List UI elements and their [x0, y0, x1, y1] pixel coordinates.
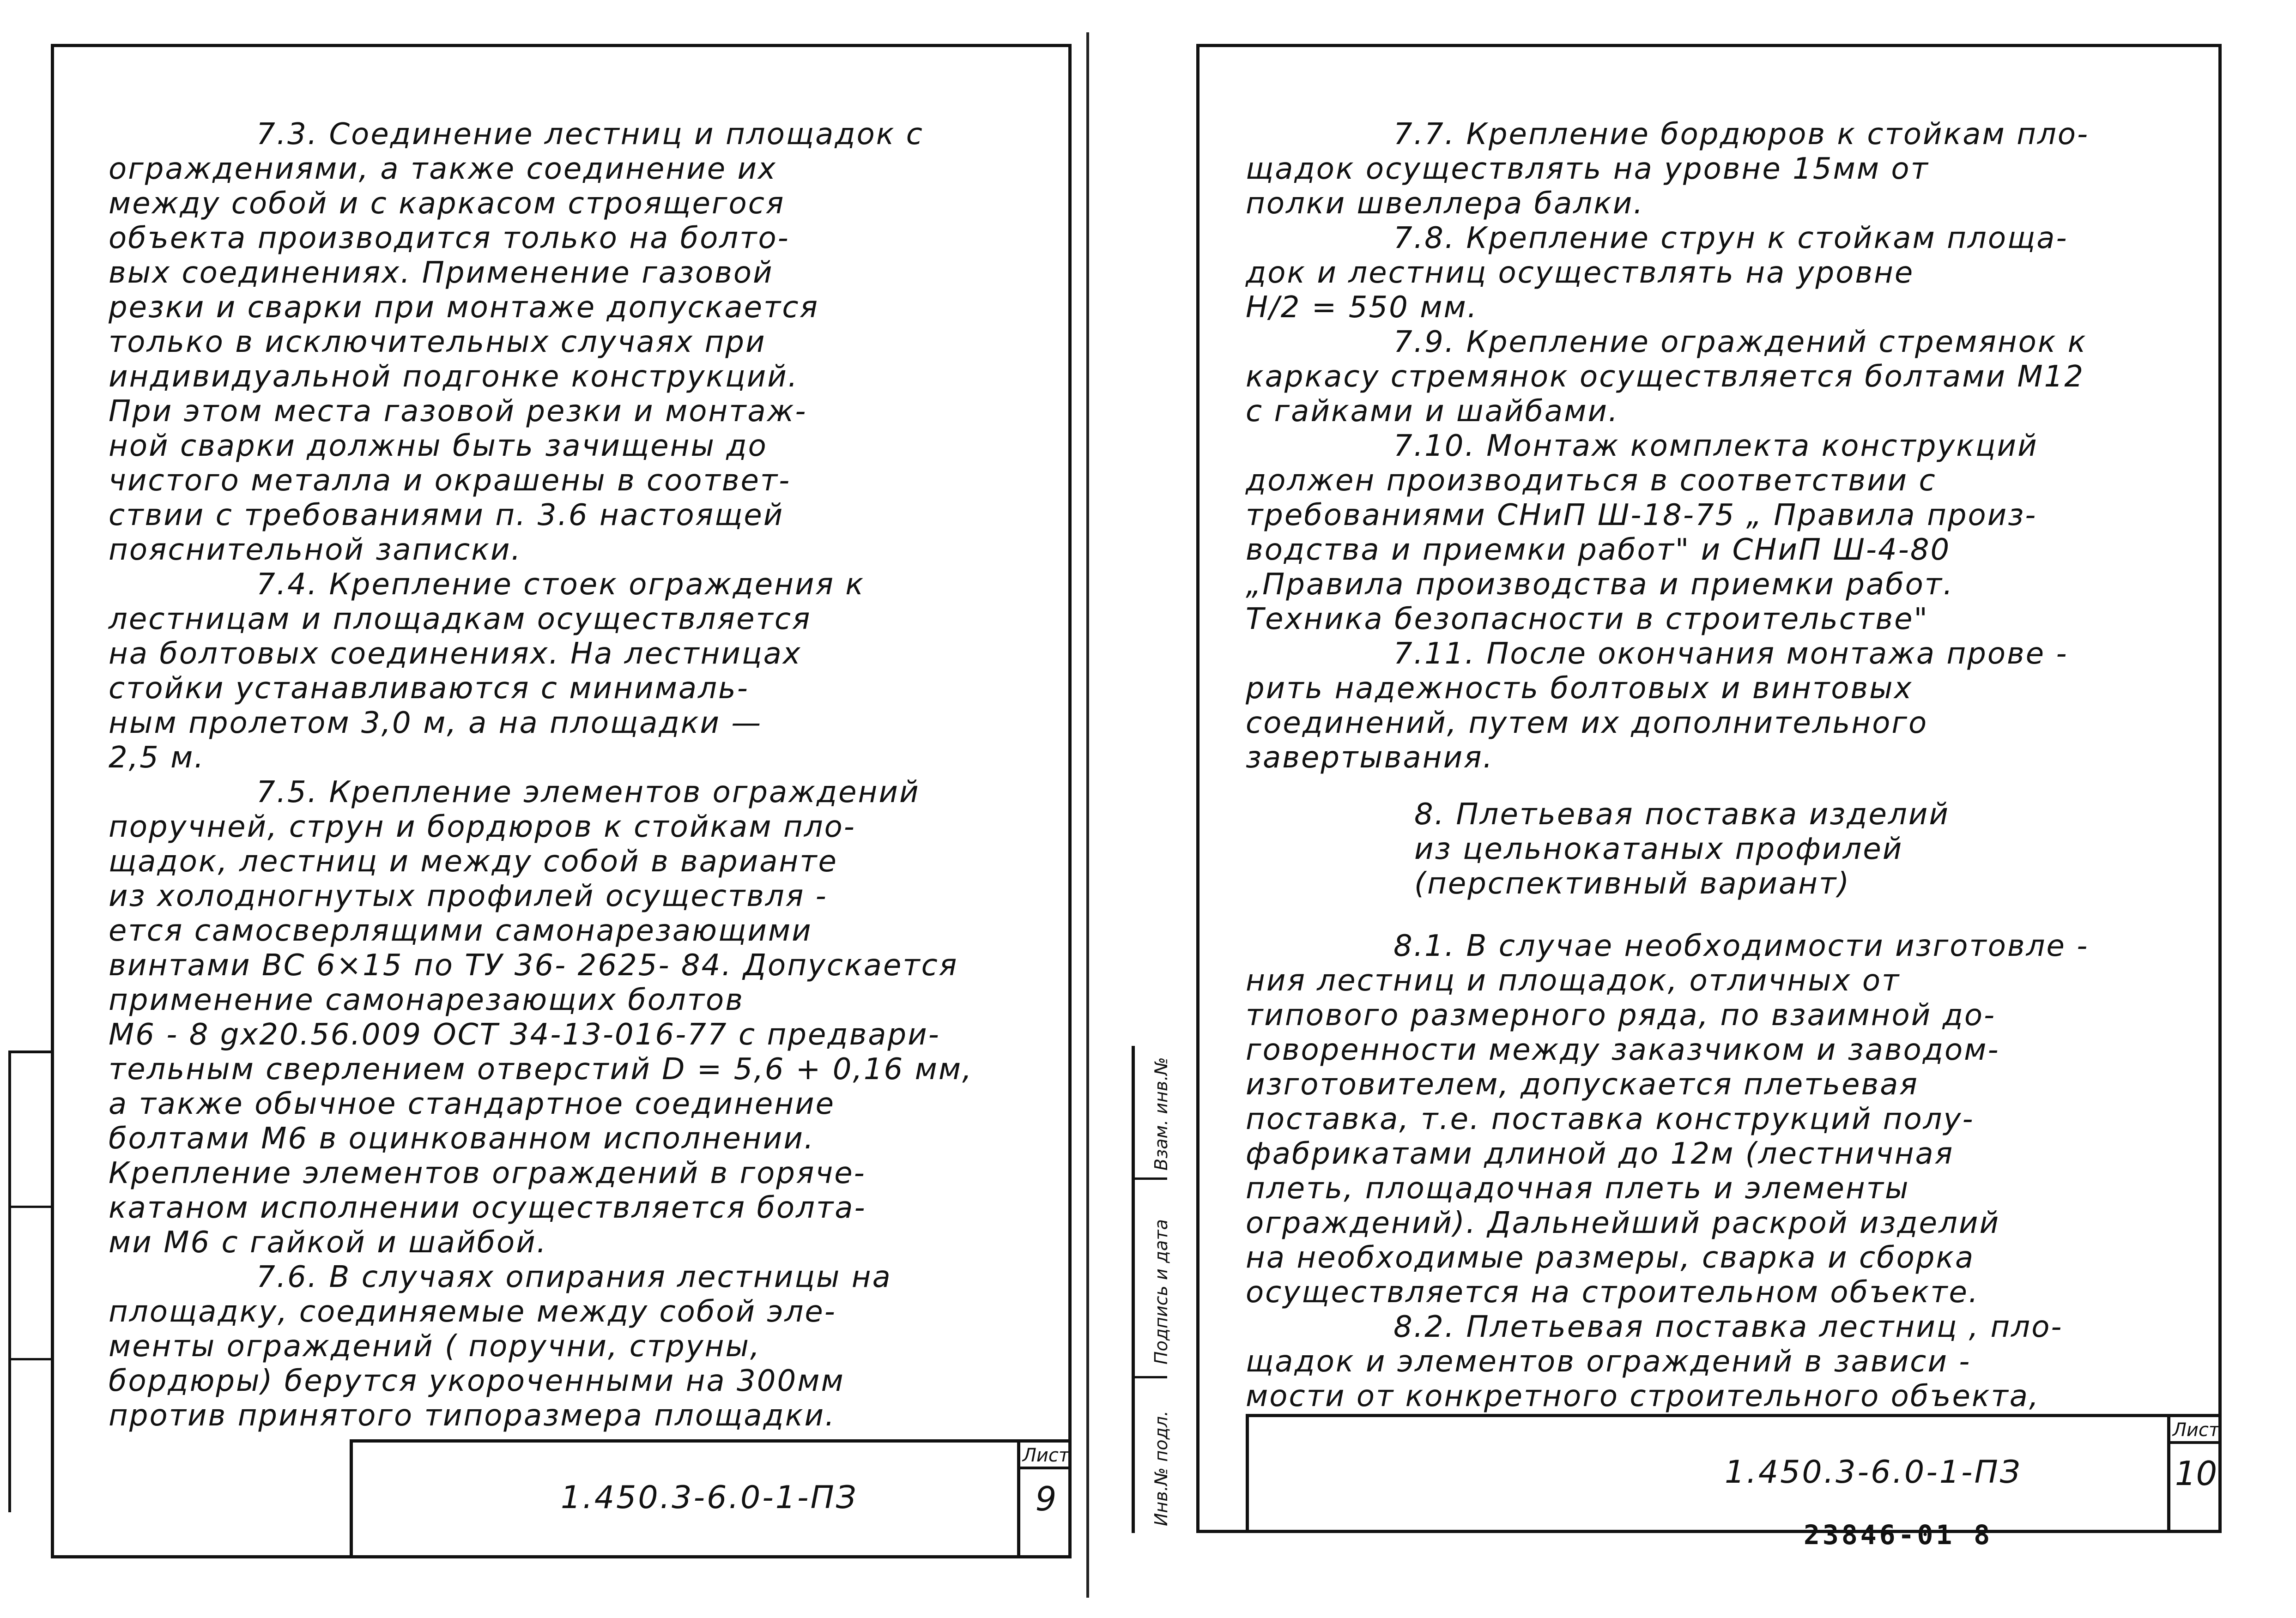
text-line: применение самонарезающих болтов [109, 983, 744, 1017]
text-line: ствии с требованиями п. 3.6 настоящей [109, 498, 784, 532]
text-line: 7.7. Крепление бордюров к стойкам пло- [1393, 117, 2090, 151]
text-line: болтами М6 в оцинкованном исполнении. [109, 1122, 815, 1156]
paragraph-7-4 [109, 568, 973, 775]
heading-line: из цельнокатаных профилей [1414, 832, 1903, 866]
section-8-heading [1246, 797, 2089, 901]
text-line: М6 - 8 gх20.56.009 ОСТ 34-13-016-77 с предвари- [109, 1018, 940, 1052]
text-line: 7.8. Крепление струн к стойкам площа- [1393, 221, 2068, 255]
text-line: резки и сварки при монтаже допускается [109, 290, 819, 325]
text-line: говоренности между заказчиком и заводом- [1246, 1033, 2000, 1067]
document-code: 1.450.3-6.0-1-ПЗ [561, 1479, 858, 1516]
text-line: лестницам и площадкам осуществляется [109, 602, 812, 636]
heading-line: 8. Плетьевая поставка изделий [1414, 797, 1950, 832]
paragraph-7-9 [1246, 325, 2089, 429]
side-stamp [1132, 1046, 1196, 1533]
text-line: против принятого типоразмера площадки. [109, 1399, 836, 1433]
title-block-left [350, 1439, 1072, 1558]
text-line: щадок осуществлять на уровне 15мм от [1246, 152, 1929, 186]
title-block-right [1246, 1414, 2222, 1533]
text-line: 7.5. Крепление элементов ограждений [256, 775, 920, 809]
heading-line: (перспективный вариант) [1414, 867, 1851, 901]
text-line: 7.6. В случаях опирания лестницы на [256, 1260, 892, 1294]
sheet-label: Лист [2170, 1417, 2222, 1444]
text-line: поручней, струн и бордюров к стойкам пло- [109, 810, 856, 844]
text-line: пояснительной записки. [109, 533, 522, 567]
text-line: Н/2 = 550 мм. [1246, 290, 1478, 325]
right-body-text [1246, 117, 2089, 1414]
document-code: 1.450.3-6.0-1-ПЗ [1725, 1454, 2022, 1491]
sheet-cell [2167, 1417, 2222, 1533]
text-line: катаном исполнении осуществляется болта- [109, 1191, 866, 1225]
text-line: 7.4. Крепление стоек ограждения к [256, 568, 865, 602]
text-line: ния лестниц и площадок, отличных от [1246, 964, 1901, 998]
text-line: вых соединениях. Применение газовой [109, 256, 774, 290]
stamp-cell-signature-date [1135, 1180, 1171, 1378]
text-line: Крепление элементов ограждений в горяче- [109, 1156, 866, 1190]
text-line: площадку, соединяемые между собой эле- [109, 1295, 836, 1329]
sheet-cell [1017, 1443, 1072, 1558]
text-line: а также обычное стандартное соединение [109, 1087, 835, 1121]
text-line: между собой и с каркасом строящегося [109, 187, 785, 221]
text-line: плеть, площадочная плеть и элементы [1246, 1171, 1910, 1206]
text-line: индивидуальной подгонке конструкций. [109, 360, 799, 394]
stamp-text: Взам. инв.№ [1151, 1057, 1171, 1171]
text-line: щадок, лестниц и между собой в варианте [109, 845, 838, 879]
right-sheet [1196, 44, 2222, 1533]
paragraph-7-5 [109, 775, 973, 1260]
text-line: водства и приемки работ" и СНиП Ш-4-80 [1246, 533, 1951, 567]
text-line: ми М6 с гайкой и шайбой. [109, 1226, 548, 1260]
text-line: чистого металла и окрашены в соответ- [109, 464, 791, 498]
left-body-text [109, 117, 973, 1433]
text-line: бордюры) берутся укороченными на 300мм [109, 1364, 845, 1398]
fold-line [1086, 32, 1089, 1598]
sheet-number: 10 [2175, 1454, 2217, 1493]
text-line: 7.11. После окончания монтажа прове - [1393, 637, 2068, 671]
paragraph-7-10 [1246, 429, 2089, 637]
text-line: только в исключительных случаях при [109, 325, 766, 359]
text-line: с гайками и шайбами. [1246, 394, 1619, 429]
text-line: объекта производится только на болто- [109, 221, 790, 255]
text-line: на необходимые размеры, сварка и сборка [1246, 1241, 1975, 1275]
text-line: Техника безопасности в строительстве" [1246, 602, 1929, 636]
text-line: завертывания. [1246, 741, 1494, 775]
text-line: 2,5 м. [109, 741, 205, 775]
text-line: щадок и элементов ограждений в зависи - [1246, 1345, 1971, 1379]
text-line: на болтовых соединениях. На лестницах [109, 637, 802, 671]
paragraph-8-2 [1246, 1310, 2089, 1414]
stamp-text: Подпись и дата [1151, 1219, 1171, 1364]
text-line: осуществляется на строительном объекте. [1246, 1275, 1980, 1310]
paragraph-7-3 [109, 117, 973, 568]
stamp-cell-replaced-inventory [1135, 1046, 1171, 1180]
text-line: 7.10. Монтаж комплекта конструкций [1393, 429, 2038, 463]
text-line: ется самосверлящими самонарезающими [109, 914, 812, 948]
text-line: изготовителем, допускается плетьевая [1246, 1068, 1919, 1102]
text-line: каркасу стремянок осуществляется болтами М12 [1246, 360, 2085, 394]
text-line: фабрикатами длиной до 12м (лестничная [1246, 1137, 1954, 1171]
sheet-number: 9 [1035, 1479, 1057, 1518]
text-line: винтами ВС 6×15 по ТУ 36- 2625- 84. Допускается [109, 948, 958, 983]
text-line: поставка, т.е. поставка конструкций полу- [1246, 1102, 1975, 1136]
text-line: док и лестниц осуществлять на уровне [1246, 256, 1914, 290]
text-line: 8.1. В случае необходимости изготовле - [1393, 929, 2089, 963]
left-binding-stub [8, 1050, 51, 1512]
text-line: При этом места газовой резки и монтаж- [109, 394, 807, 429]
text-line: должен производиться в соответствии с [1246, 464, 1937, 498]
text-line: „Правила производства и приемки работ. [1246, 568, 1954, 602]
text-line: стойки устанавливаются с минималь- [109, 671, 749, 706]
paragraph-7-11 [1246, 637, 2089, 775]
text-line: ным пролетом 3,0 м, а на площадки — [109, 706, 763, 740]
stamp-text: Инв.№ подл. [1151, 1410, 1171, 1526]
text-line: рить надежность болтовых и винтовых [1246, 671, 1913, 706]
text-line: 7.9. Крепление ограждений стремянок к [1393, 325, 2087, 359]
text-line: из холодногнутых профилей осуществля - [109, 879, 828, 913]
text-line: типового размерного ряда, по взаимной до- [1246, 998, 1996, 1032]
text-line: 8.2. Плетьевая поставка лестниц , пло- [1393, 1310, 2063, 1344]
text-line: 7.3. Соединение лестниц и площадок с [256, 117, 924, 151]
text-line: мости от конкретного строительного объекта, [1246, 1379, 2040, 1413]
paragraph-7-7 [1246, 117, 2089, 221]
text-line: соединений, путем их дополнительного [1246, 706, 1928, 740]
paragraph-7-8 [1246, 221, 2089, 325]
text-line: полки швеллера балки. [1246, 187, 1644, 221]
paragraph-8-1 [1246, 929, 2089, 1310]
stamp-cell-original-inventory [1135, 1378, 1171, 1533]
text-line: ограждениями, а также соединение их [109, 152, 777, 186]
archive-number: 23846-01 8 [1804, 1519, 1993, 1551]
sheet-label: Лист [1020, 1443, 1072, 1469]
paragraph-7-6 [109, 1260, 973, 1433]
text-line: тельным сверлением отверстий D = 5,6 + 0,16 мм, [109, 1052, 973, 1087]
text-line: менты ограждений ( поручни, струны, [109, 1329, 761, 1364]
text-line: ной сварки должны быть зачищены до [109, 429, 768, 463]
text-line: ограждений). Дальнейший раскрой изделий [1246, 1206, 2000, 1240]
left-sheet [51, 44, 1072, 1558]
text-line: требованиями СНиП Ш-18-75 „ Правила произ- [1246, 498, 2037, 532]
